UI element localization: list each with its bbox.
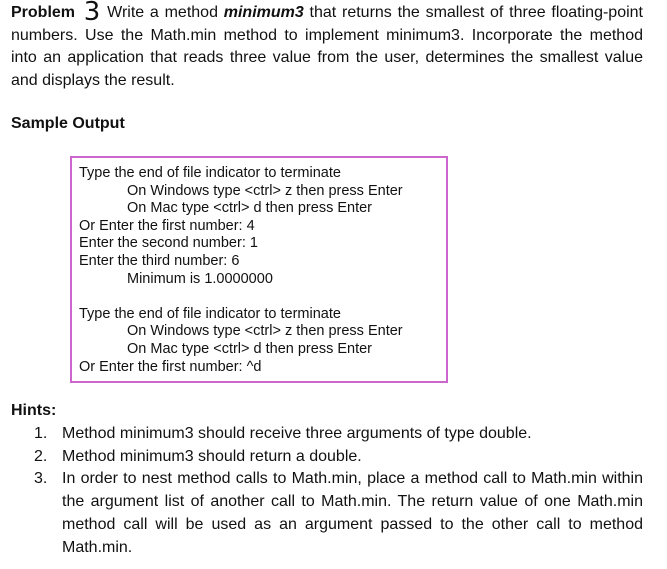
problem-text-before: Write a method bbox=[107, 4, 218, 21]
problem-statement bbox=[11, 1, 643, 93]
method-name: minimum3 bbox=[223, 4, 304, 21]
hints-list bbox=[0, 423, 643, 559]
sample-output-box bbox=[70, 156, 448, 383]
hint-text: Method minimum3 should receive three arguments of type double. bbox=[62, 425, 532, 442]
hint-number: 2. bbox=[34, 447, 48, 465]
output-line: Enter the second number: 1 bbox=[79, 235, 258, 252]
output-line: Type the end of file indicator to terminate bbox=[79, 305, 341, 322]
hint-item bbox=[0, 446, 643, 469]
hint-number: 3. bbox=[34, 470, 48, 488]
problem-text-after: that returns the smallest of three floating-point numbers. Use the Math.min method to implement minimum3. Incorporate the method into an application that reads three value from the user, determines the smallest value and displays the result. bbox=[11, 4, 643, 90]
output-line: Or Enter the first number: 4 bbox=[79, 217, 255, 234]
hint-text: Method minimum3 should return a double. bbox=[62, 447, 362, 465]
output-line: Minimum is 1.0000000 bbox=[127, 270, 273, 287]
output-line: On Mac type <ctrl> d then press Enter bbox=[127, 200, 373, 217]
output-line: Or Enter the first number: ^d bbox=[79, 358, 262, 375]
hint-text: In order to nest method calls to Math.min, place a method call to Math.min within the argument list of another call to Math.min. The return value of one Math.min method call will be used as an argument passed to the other call to method Math.min. bbox=[62, 470, 643, 556]
output-line: On Windows type <ctrl> z then press Enter bbox=[127, 182, 403, 199]
output-line: On Windows type <ctrl> z then press Enter bbox=[127, 323, 403, 340]
sample-output-heading: Sample Output bbox=[11, 115, 125, 132]
output-line: On Mac type <ctrl> d then press Enter bbox=[127, 340, 373, 357]
problem-label: Problem bbox=[11, 4, 76, 21]
output-line bbox=[79, 288, 446, 306]
hint-item bbox=[0, 468, 643, 559]
problem-number: 3 bbox=[83, 0, 101, 27]
output-line: Type the end of file indicator to terminate bbox=[79, 165, 341, 181]
hint-number: 1. bbox=[34, 425, 48, 442]
output-line: Enter the third number: 6 bbox=[79, 252, 240, 269]
hints-heading: Hints: bbox=[11, 402, 57, 419]
hint-item bbox=[0, 423, 643, 446]
